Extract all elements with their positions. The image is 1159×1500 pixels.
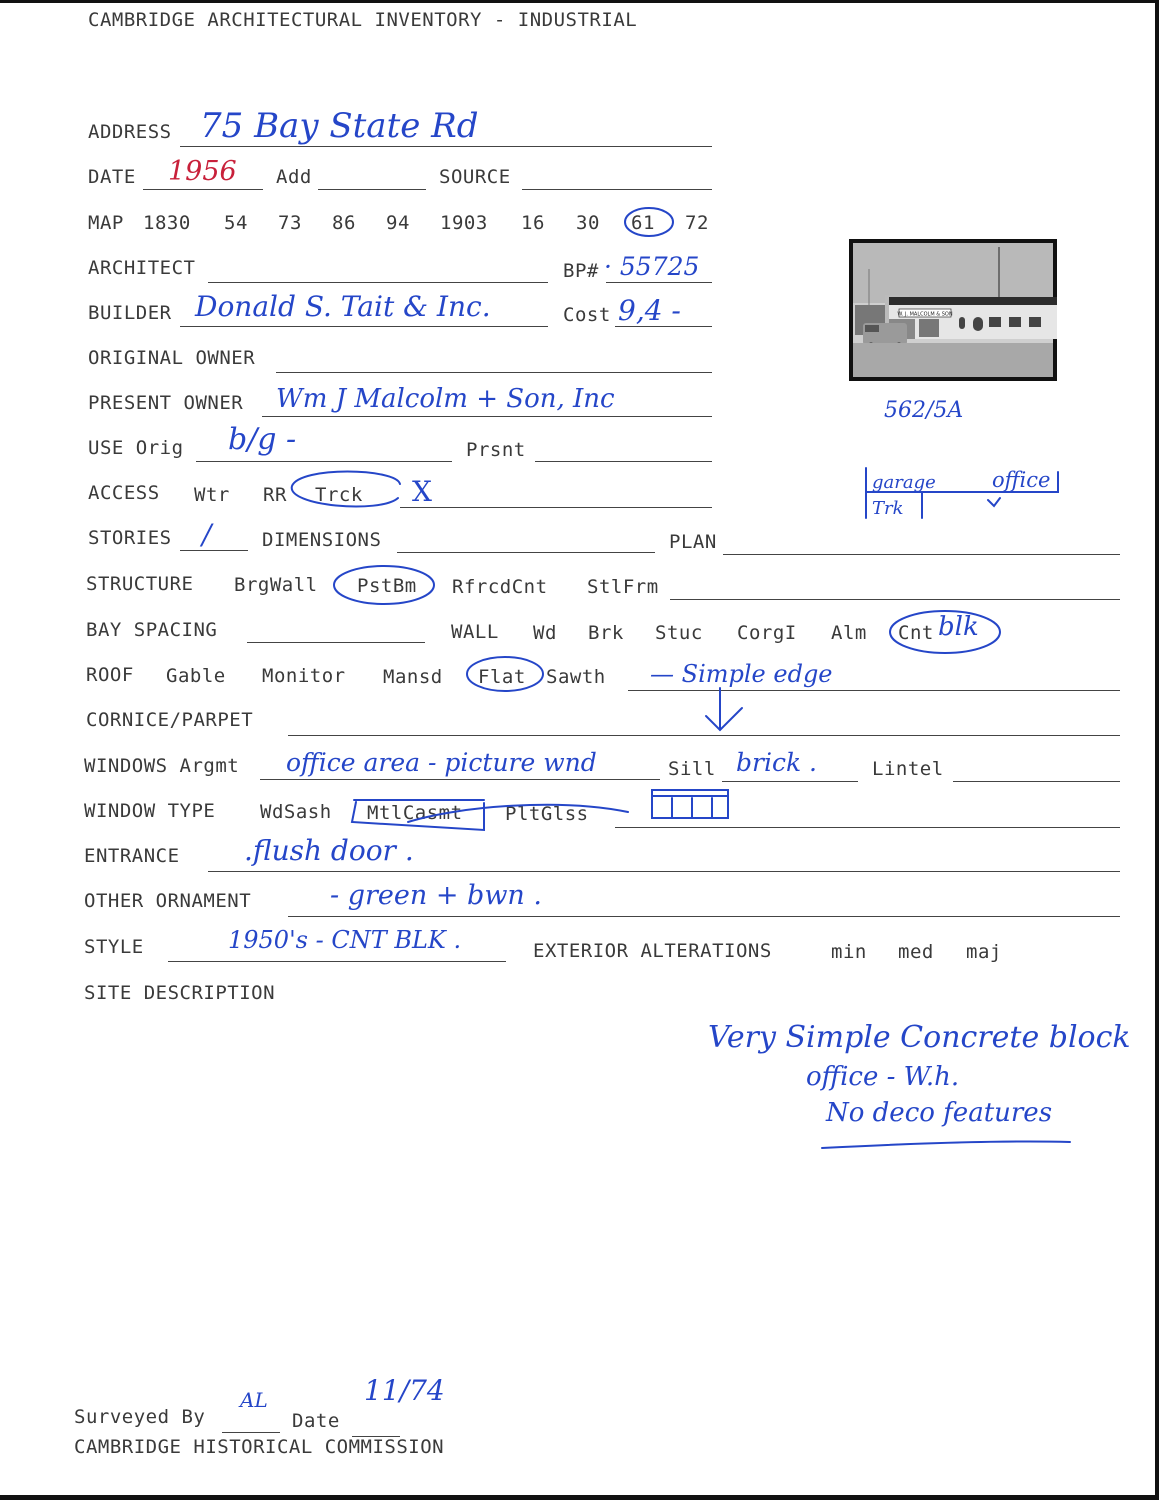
bay-spacing-label: BAY SPACING [86, 619, 218, 641]
footer-date-label: Date [292, 1410, 340, 1432]
prsnt-label: Prsnt [466, 439, 526, 461]
style-label: STYLE [84, 936, 144, 958]
date-value: 1956 [168, 156, 237, 187]
sill-value: brick . [736, 748, 817, 777]
wall-corrugated-iron: CorgI [737, 622, 797, 644]
window-type-label: WINDOW TYPE [84, 800, 216, 822]
structure-reinforced-concrete: RfrcdCnt [452, 576, 548, 598]
windows-label: WINDOWS Argmt [84, 755, 240, 777]
map-year: 1830 [143, 212, 191, 234]
sketch-garage-label: garage [872, 472, 936, 493]
bp-value: · 55725 [604, 252, 700, 281]
map-year: 86 [332, 212, 356, 234]
map-61-circle [625, 208, 673, 236]
wall-stucco: Stuc [655, 622, 703, 644]
date-label: DATE [88, 166, 136, 188]
note-line-1: Very Simple Concrete block [708, 1020, 1131, 1055]
lintel-label: Lintel [872, 758, 944, 780]
alterations-maj: maj [966, 941, 1002, 963]
map-label: MAP [88, 212, 124, 234]
add-label: Add [276, 166, 312, 188]
access-truck-circled: Trck [315, 484, 363, 506]
structure-bearing-wall: BrgWall [234, 574, 318, 596]
roof-mansard: Mansd [383, 666, 443, 688]
access-label: ACCESS [88, 482, 160, 504]
structure-steel-frame: StlFrm [587, 576, 659, 598]
map-year: 73 [278, 212, 302, 234]
note-line-2: office - W.h. [806, 1062, 960, 1092]
entrance-value: .flush door . [244, 834, 414, 867]
alterations-med: med [898, 941, 934, 963]
form-title: CAMBRIDGE ARCHITECTURAL INVENTORY - INDUSTRIAL [88, 9, 638, 31]
roof-flat-circled: Flat [478, 666, 526, 688]
roof-gable: Gable [166, 665, 226, 687]
map-year: 72 [685, 212, 709, 234]
structure-pstbm-circle [334, 566, 434, 604]
surveyed-by-label: Surveyed By [74, 1406, 206, 1428]
stories-label: STORIES [88, 527, 172, 549]
map-year: 54 [224, 212, 248, 234]
original-owner-label: ORIGINAL OWNER [88, 347, 256, 369]
commission-name: CAMBRIDGE HISTORICAL COMMISSION [74, 1436, 445, 1458]
architect-label: ARCHITECT [88, 257, 196, 279]
cost-value: 9,4 - [618, 294, 681, 327]
roof-label: ROOF [86, 664, 134, 686]
stories-value: / [202, 518, 212, 551]
windows-value: office area - picture wnd [286, 748, 597, 777]
access-mark: X [412, 475, 432, 508]
map-year: 30 [576, 212, 600, 234]
roof-monitor: Monitor [262, 665, 346, 687]
map-year: 1903 [440, 212, 488, 234]
sketch-truck-label: Trk [872, 498, 904, 519]
note-line-3: No deco features [826, 1098, 1053, 1128]
present-owner-value: Wm J Malcolm + Son, Inc [276, 384, 615, 414]
cost-label: Cost [563, 304, 611, 326]
use-label: USE Orig [88, 437, 184, 459]
map-year-circled: 61 [631, 212, 655, 234]
wall-concrete-block-note: blk [938, 612, 979, 642]
bp-label: BP# [563, 260, 599, 282]
wall-wood: Wd [533, 622, 557, 644]
site-description-label: SITE DESCRIPTION [84, 982, 276, 1004]
roof-note: — Simple edge [650, 660, 833, 688]
access-water: Wtr [194, 484, 230, 506]
ornament-value: - green + bwn . [330, 880, 542, 911]
sketch-office-label: office [992, 468, 1051, 492]
wall-concrete-circled: Cnt [898, 622, 934, 644]
surveyor-initials: AL [240, 1388, 268, 1412]
window-sketch [652, 790, 728, 818]
footer-date-value: 11/74 [364, 1374, 445, 1407]
sketch-divider [866, 468, 1058, 518]
window-wood-sash: WdSash [260, 801, 332, 823]
use-orig-value: b/g - [228, 422, 297, 457]
sill-label: Sill [668, 758, 716, 780]
present-owner-label: PRESENT OWNER [88, 392, 244, 414]
roof-flat-circle [467, 657, 543, 691]
entrance-label: ENTRANCE [84, 845, 180, 867]
notes-underline [822, 1141, 1070, 1148]
photo-caption: 562/5A [884, 398, 964, 423]
plate-glass-arc [408, 805, 628, 822]
photo-sign-text: W. J. MALCOLM & SON [897, 311, 953, 318]
style-value: 1950's - CNT BLK . [228, 926, 462, 954]
window-metal-casement-boxed: MtlCasmt [367, 802, 463, 824]
address-value: 75 Bay State Rd [200, 106, 479, 146]
address-label: ADDRESS [88, 121, 172, 143]
alterations-min: min [831, 941, 867, 963]
builder-value: Donald S. Tait & Inc. [195, 290, 491, 323]
structure-post-beam-circled: PstBm [357, 575, 417, 597]
roof-sawtooth: Sawth [546, 666, 606, 688]
dimensions-label: DIMENSIONS [262, 529, 382, 551]
wall-brick: Brk [588, 622, 624, 644]
alterations-label: EXTERIOR ALTERATIONS [533, 940, 772, 962]
ornament-label: OTHER ORNAMENT [84, 890, 252, 912]
structure-label: STRUCTURE [86, 573, 194, 595]
cornice-label: CORNICE/PARPET [86, 709, 254, 731]
access-rail: RR [263, 484, 287, 506]
source-label: SOURCE [439, 166, 511, 188]
map-year: 16 [521, 212, 545, 234]
builder-label: BUILDER [88, 302, 172, 324]
access-truck-circle [292, 472, 400, 507]
wall-cnt-circle [890, 611, 1000, 653]
plan-label: PLAN [669, 531, 717, 553]
roof-note-arrow [706, 688, 742, 730]
window-plate-glass: PltGlss [505, 803, 589, 825]
wall-aluminum: Alm [831, 622, 867, 644]
wall-label: WALL [451, 621, 499, 643]
metal-casement-box [352, 800, 484, 830]
map-year: 94 [386, 212, 410, 234]
